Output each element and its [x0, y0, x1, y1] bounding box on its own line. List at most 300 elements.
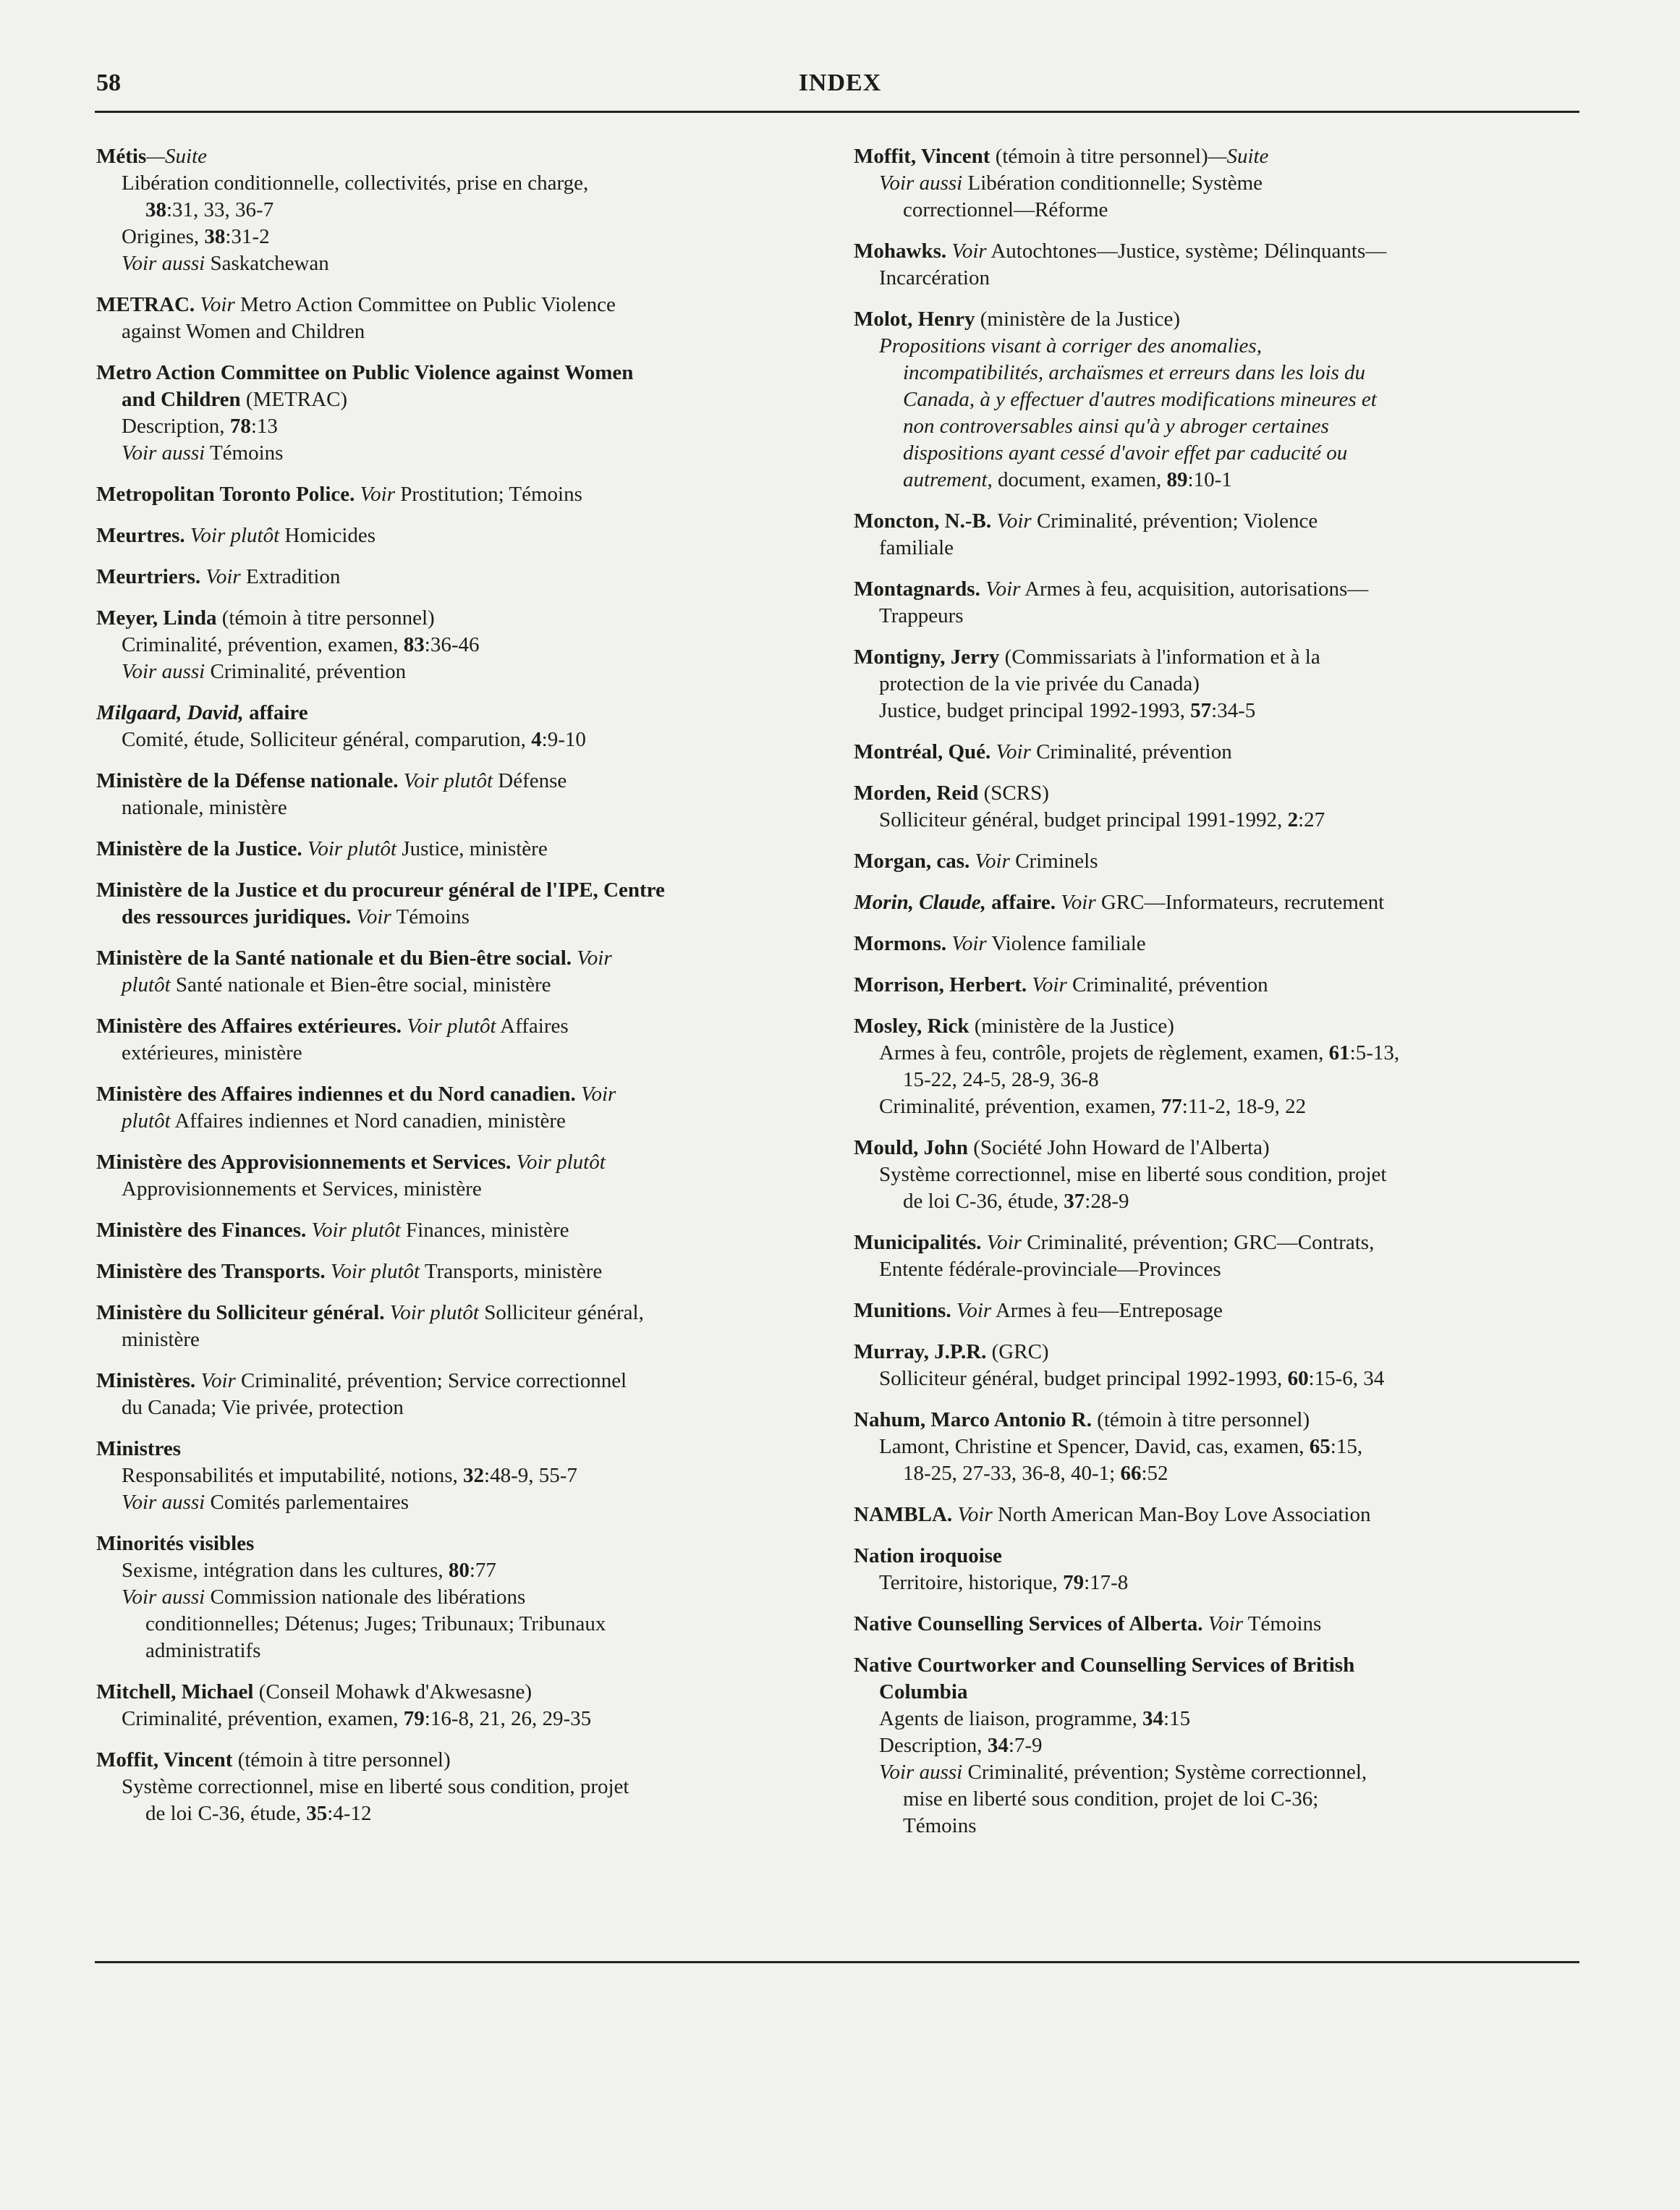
index-entry-subline [96, 386, 827, 413]
text-run: Approvisionnements et Services, ministère [122, 1177, 482, 1201]
text-run: Canada, à y effectuer d'autres modifications mineures et [903, 388, 1377, 411]
text-run: 37 [1064, 1190, 1085, 1213]
text-run: Ministère de la Justice. [96, 837, 307, 860]
index-entry-subline [96, 632, 827, 659]
text-run: Voir plutôt [403, 769, 493, 792]
text-run: Voir plutôt [516, 1151, 606, 1174]
index-entry-heading [854, 306, 1577, 333]
index-entry-heading [854, 1611, 1577, 1638]
text-run: Ministère de la Défense nationale. [96, 769, 404, 792]
text-run: Voir [986, 1231, 1022, 1254]
text-run: 79 [1063, 1571, 1085, 1594]
index-entry-heading [854, 143, 1577, 170]
index-entry-heading [854, 1339, 1577, 1366]
text-run: Criminalité, prévention [205, 660, 407, 683]
text-run: Meurtres. [96, 524, 190, 547]
text-run: Moncton, N.-B. [854, 509, 997, 533]
index-entry-subline [96, 904, 827, 931]
index-entry-subline [96, 1394, 827, 1421]
text-run: Voir [360, 483, 395, 506]
text-run: 65 [1309, 1435, 1331, 1458]
index-entry-heading [96, 768, 827, 795]
text-run: :31-2 [225, 225, 270, 248]
text-run: Défense [493, 769, 567, 792]
index-entry-subline [96, 440, 827, 467]
text-run: —Suite [1208, 145, 1269, 168]
index-entry [96, 292, 827, 345]
index-entry-heading [854, 848, 1577, 875]
text-run: Criminalité, prévention; Violence [1031, 509, 1318, 533]
index-entry-heading [96, 292, 827, 318]
text-run: :11-2, 18-9, 22 [1181, 1095, 1307, 1118]
index-entry [96, 1258, 827, 1285]
text-run: Voir plutôt [389, 1301, 479, 1324]
index-entry-heading [854, 1652, 1577, 1679]
text-run: Mould, John [854, 1136, 968, 1159]
index-entry-subline [854, 413, 1577, 440]
text-run: Ministère des Affaires extérieures. [96, 1015, 407, 1038]
text-run: Ministères. [96, 1369, 201, 1392]
text-run: Milgaard, David, [96, 701, 244, 724]
index-entry-subline [854, 807, 1577, 834]
text-run: Système correctionnel, mise en liberté sous condition, projet [122, 1775, 629, 1798]
text-run: Ministère des Finances. [96, 1219, 312, 1242]
page-number: 58 [96, 69, 121, 96]
index-entry-heading [854, 1407, 1577, 1434]
text-run: (SCRS) [978, 782, 1049, 805]
text-run: Affaires [496, 1015, 569, 1038]
text-run: Minorités visibles [96, 1532, 255, 1555]
text-run: de loi C-36, étude, [903, 1190, 1064, 1213]
text-run: Voir [1208, 1612, 1244, 1635]
text-run: and Children [122, 388, 241, 411]
index-entry [854, 1135, 1577, 1215]
text-run: (Société John Howard de l'Alberta) [967, 1136, 1270, 1159]
text-run: Description, [879, 1734, 988, 1757]
index-entry [96, 1149, 827, 1203]
text-run: METRAC. [96, 293, 200, 316]
index-entry-subline [96, 1489, 827, 1516]
text-run: Voir aussi [879, 172, 963, 195]
text-run: Montagnards. [854, 577, 986, 601]
index-entry-subline [854, 197, 1577, 224]
index-entry-heading [96, 605, 827, 632]
text-run: Voir [1061, 891, 1096, 914]
index-entry-heading [854, 576, 1577, 603]
text-run: :10-1 [1187, 468, 1232, 491]
text-run: 61 [1328, 1041, 1350, 1064]
text-run: autrement [903, 468, 988, 491]
text-run: :15, [1330, 1435, 1363, 1458]
text-run: Criminalité, prévention, examen, [122, 1707, 404, 1730]
text-run: protection de la vie privée du Canada) [879, 672, 1200, 695]
index-entry [96, 1300, 827, 1353]
index-entry-subline [854, 1366, 1577, 1392]
text-run: 60 [1287, 1367, 1309, 1390]
text-run: Voir [975, 850, 1010, 873]
index-entry-heading [96, 877, 827, 904]
text-run: nationale, ministère [122, 796, 287, 819]
text-run: Sexisme, intégration dans les cultures, [122, 1559, 449, 1582]
index-entry-heading [96, 836, 827, 863]
text-run: Voir [200, 1369, 236, 1392]
text-run: Morden, Reid [854, 782, 979, 805]
text-run: Morgan, cas. [854, 850, 975, 873]
text-run: :9-10 [541, 728, 586, 751]
index-entry-heading [854, 780, 1577, 807]
text-run: Voir [356, 905, 391, 928]
text-run: Affaires indiennes et Nord canadien, ministère [170, 1109, 566, 1132]
text-run: (Conseil Mohawk d'Akwesasne) [253, 1680, 533, 1703]
text-run: Voir plutôt [190, 524, 280, 547]
index-entry-heading [96, 1531, 827, 1557]
text-run: (témoin à titre personnel) [232, 1748, 451, 1771]
text-run: Ministère de la Justice et du procureur général de l'IPE, Centre [96, 879, 665, 902]
index-entry [96, 1436, 827, 1516]
index-entry [96, 1081, 827, 1135]
text-run: Description, [122, 415, 230, 438]
index-entry-subline [854, 671, 1577, 698]
index-entry [96, 481, 827, 508]
text-run: 83 [403, 633, 425, 656]
index-entry [96, 836, 827, 863]
text-run: Solliciteur général, [478, 1301, 644, 1324]
text-run: du Canada; Vie privée, protection [122, 1396, 404, 1419]
index-entry-subline [96, 1176, 827, 1203]
text-run: 34 [1142, 1707, 1164, 1730]
text-run: :36-46 [424, 633, 480, 656]
index-entry [854, 1339, 1577, 1392]
index-entry [96, 1217, 827, 1244]
text-run: Libération conditionnelle; Système [962, 172, 1263, 195]
text-run: :17-8 [1084, 1571, 1129, 1594]
index-entry-subline [96, 727, 827, 753]
text-run: Voir [200, 293, 235, 316]
index-entry [854, 1229, 1577, 1283]
text-run: Justice, budget principal 1992-1993, [879, 699, 1191, 722]
text-run: Montréal, Qué. [854, 740, 996, 763]
text-run: Mitchell, Michael [96, 1680, 254, 1703]
text-run: 38 [145, 198, 166, 221]
text-run: (GRC) [986, 1340, 1049, 1363]
text-run: 15-22, 24-5, 28-9, 36-8 [903, 1068, 1099, 1091]
text-run: Voir plutôt [407, 1015, 496, 1038]
index-entry-subline [96, 1800, 827, 1827]
text-run: :15-6, 34 [1308, 1367, 1385, 1390]
text-run: Métis [96, 145, 147, 168]
text-run: (ministère de la Justice) [969, 1015, 1174, 1038]
index-entry-heading [96, 1679, 827, 1706]
index-entry-subline [96, 224, 827, 250]
text-run: Voir aussi [122, 252, 205, 275]
index-entry-subline [96, 1462, 827, 1489]
text-run: 35 [306, 1802, 328, 1825]
text-run: Voir [951, 240, 987, 263]
text-run: 66 [1120, 1462, 1142, 1485]
text-run: Meyer, Linda [96, 606, 217, 630]
index-entry-heading [854, 889, 1577, 916]
index-entry-heading [96, 1258, 827, 1285]
index-entry [96, 1747, 827, 1827]
text-run: 32 [463, 1464, 485, 1487]
text-run: des ressources juridiques. [122, 905, 357, 928]
text-run: :16-8, 21, 26, 29-35 [424, 1707, 592, 1730]
index-entry-subline [854, 1679, 1577, 1706]
text-run: Lamont, Christine et Spencer, David, cas, examen, [879, 1435, 1310, 1458]
text-run: Voir [1032, 973, 1067, 996]
index-entry-subline [854, 1067, 1577, 1093]
index-column-right [854, 143, 1577, 1854]
index-entry-heading [96, 1368, 827, 1394]
text-run: :5-13, [1349, 1041, 1400, 1064]
index-entry-subline [96, 1557, 827, 1584]
index-entry-subline [96, 1326, 827, 1353]
text-run: :34-5 [1211, 699, 1256, 722]
index-entry-subline [96, 1584, 827, 1611]
index-entry-subline [854, 333, 1577, 360]
index-entry [96, 522, 827, 549]
text-run: 77 [1161, 1095, 1182, 1118]
text-run: de loi C-36, étude, [145, 1802, 307, 1825]
text-run: Solliciteur général, budget principal 1992-1993, [879, 1367, 1288, 1390]
index-entry-subline [96, 972, 827, 999]
index-entry-heading [854, 1502, 1577, 1528]
text-run: 34 [987, 1734, 1009, 1757]
index-entry-subline [854, 1093, 1577, 1120]
index-entry [854, 931, 1577, 957]
index-entry-heading [96, 945, 827, 972]
text-run: 89 [1166, 468, 1188, 491]
text-run: (témoin à titre personnel) [216, 606, 435, 630]
index-entry-subline [854, 1256, 1577, 1283]
index-entry-heading [854, 508, 1577, 535]
text-run: Murray, J.P.R. [854, 1340, 987, 1363]
index-entry-subline [854, 1706, 1577, 1732]
text-run: Témoins [391, 905, 470, 928]
index-entry-heading [854, 1135, 1577, 1161]
text-run: —Suite [146, 145, 208, 168]
index-entry-heading [96, 1013, 827, 1040]
text-run: 78 [229, 415, 251, 438]
text-run: correctionnel—Réforme [903, 198, 1108, 221]
index-entry-subline [96, 1638, 827, 1664]
text-run: conditionnelles; Détenus; Juges; Tribunaux; Tribunaux [145, 1612, 606, 1635]
index-entry [96, 945, 827, 999]
index-entry-subline [96, 659, 827, 685]
index-entry-subline [854, 1460, 1577, 1487]
index-entry-subline [854, 1813, 1577, 1839]
index-entry-heading [854, 931, 1577, 957]
text-run: (témoin à titre personnel) [1091, 1408, 1310, 1431]
index-entry-heading [854, 238, 1577, 265]
text-run: Mohawks. [854, 240, 952, 263]
index-entry [854, 848, 1577, 875]
text-run: Montigny, Jerry [854, 645, 1000, 669]
text-run: :4-12 [327, 1802, 372, 1825]
index-entry [854, 508, 1577, 562]
index-entry-subline [854, 1732, 1577, 1759]
index-entry-heading [854, 1543, 1577, 1570]
index-entry [96, 1013, 827, 1067]
text-run: extérieures, ministère [122, 1041, 302, 1064]
text-run: Incarcération [879, 266, 990, 289]
text-run: Voir aussi [122, 660, 205, 683]
text-run: Munitions. [854, 1299, 956, 1322]
text-run: Criminalité, prévention; Service correctionnel [235, 1369, 627, 1392]
text-run: :77 [469, 1559, 496, 1582]
text-run: Témoins [903, 1814, 977, 1837]
text-run: incompatibilités, archaïsmes et erreurs dans les lois du [903, 361, 1366, 384]
index-entry-heading [96, 1081, 827, 1108]
index-entry-subline [96, 250, 827, 277]
text-run: Homicides [279, 524, 376, 547]
text-run: ministère [122, 1328, 200, 1351]
index-entry [854, 739, 1577, 766]
text-run: Libération conditionnelle, collectivités, prise en charge, [122, 172, 589, 195]
text-run: Solliciteur général, budget principal 1991-1992, [879, 808, 1288, 831]
text-run: Extradition [240, 565, 341, 588]
text-run: Metro Action Committee on Public Violence against Women [96, 361, 634, 384]
text-run: Prostitution; Témoins [394, 483, 582, 506]
text-run: :52 [1141, 1462, 1168, 1485]
index-entry-subline [854, 360, 1577, 386]
text-run: Témoins [1243, 1612, 1322, 1635]
text-run: Morrison, Herbert. [854, 973, 1032, 996]
index-entry-subline [854, 170, 1577, 197]
index-entry-subline [854, 1040, 1577, 1067]
index-entry-heading [96, 1149, 827, 1176]
text-run: Voir [996, 509, 1032, 533]
text-run: Voir [996, 740, 1031, 763]
index-entry [96, 605, 827, 685]
text-run: Morin, Claude, [854, 891, 986, 914]
text-run: Système correctionnel, mise en liberté sous condition, projet [879, 1163, 1387, 1186]
text-run: Responsabilités et imputabilité, notions, [122, 1464, 464, 1487]
text-run: Voir [577, 947, 612, 970]
text-run: Ministère des Transports. [96, 1260, 331, 1283]
index-entry [854, 576, 1577, 630]
index-entry-subline [854, 265, 1577, 292]
text-run: Ministère des Affaires indiennes et du Nord canadien. [96, 1083, 581, 1106]
text-run: :27 [1298, 808, 1325, 831]
index-entry-subline [854, 535, 1577, 562]
text-run: Criminalité, prévention; Système correctionnel, [962, 1761, 1367, 1784]
index-entry-heading [96, 564, 827, 590]
text-run: :7-9 [1008, 1734, 1043, 1757]
text-run: Finances, ministère [400, 1219, 569, 1242]
index-entry-subline [854, 1434, 1577, 1460]
text-run: Entente fédérale-provinciale—Provinces [879, 1258, 1221, 1281]
text-run: Voir [205, 565, 241, 588]
text-run: Meurtriers. [96, 565, 206, 588]
text-run: Moffit, Vincent [854, 145, 990, 168]
text-run: Propositions visant à corriger des anomalies, [879, 334, 1262, 357]
index-entry-heading [96, 522, 827, 549]
text-run: plutôt [122, 973, 171, 996]
text-run: affaire. [985, 891, 1061, 914]
index-entry-subline [854, 1161, 1577, 1188]
index-entry-subline [854, 386, 1577, 413]
text-run: (Commissariats à l'information et à la [999, 645, 1320, 669]
text-run: :13 [250, 415, 278, 438]
text-run: Criminalité, prévention [1066, 973, 1268, 996]
index-entry-heading [854, 739, 1577, 766]
index-entry-subline [96, 1611, 827, 1638]
index-entry-heading [96, 1747, 827, 1774]
text-run: Voir plutôt [330, 1260, 420, 1283]
text-run: Voir [951, 932, 987, 955]
text-run: Trappeurs [879, 604, 964, 627]
text-run: Comité, étude, Solliciteur général, comparution, [122, 728, 532, 751]
text-run: Native Counselling Services of Alberta. [854, 1612, 1208, 1635]
text-run: 2 [1287, 808, 1299, 831]
index-entry-heading [96, 481, 827, 508]
index-entry [854, 1297, 1577, 1324]
index-entry-heading [96, 1217, 827, 1244]
index-entry [96, 768, 827, 821]
index-entry [854, 972, 1577, 999]
text-run: 18-25, 27-33, 36-8, 40-1; [903, 1462, 1121, 1485]
index-entry-subline [854, 467, 1577, 494]
text-run: familiale [879, 536, 954, 559]
text-run: Criminalité, prévention [1030, 740, 1232, 763]
text-run: Armes à feu—Entreposage [991, 1299, 1223, 1322]
text-run: :15 [1163, 1707, 1191, 1730]
text-run: , document, examen, [987, 468, 1167, 491]
text-run: Voir [957, 1503, 993, 1526]
text-run: Commission nationale des libérations [205, 1585, 526, 1609]
index-entry-subline [96, 318, 827, 345]
text-run: 79 [403, 1707, 425, 1730]
index-entry-subline [96, 1774, 827, 1800]
index-entry-heading [854, 972, 1577, 999]
index-entry-subline [854, 1759, 1577, 1786]
text-run: Criminels [1009, 850, 1098, 873]
text-run: Voir plutôt [307, 837, 397, 860]
text-run: Comités parlementaires [205, 1491, 410, 1514]
text-run: affaire [243, 701, 308, 724]
index-entry-subline [854, 698, 1577, 724]
index-entry [96, 1368, 827, 1421]
text-run: Origines, [122, 225, 205, 248]
text-run: NAMBLA. [854, 1503, 958, 1526]
text-run: 4 [531, 728, 542, 751]
index-entry [96, 564, 827, 590]
index-entry [854, 1502, 1577, 1528]
text-run: Criminalité, prévention, examen, [879, 1095, 1161, 1118]
text-run: (témoin à titre personnel) [990, 145, 1208, 168]
text-run: against Women and Children [122, 320, 365, 343]
index-entry [854, 143, 1577, 224]
index-entry [854, 644, 1577, 724]
index-entry [96, 700, 827, 753]
index-entry [854, 1652, 1577, 1839]
index-entry-subline [96, 795, 827, 821]
index-entry-subline [96, 1040, 827, 1067]
index-entry [854, 889, 1577, 916]
index-entry [854, 1013, 1577, 1120]
index-entry [854, 1407, 1577, 1487]
index-entry-subline [96, 170, 827, 197]
text-run: 57 [1190, 699, 1212, 722]
index-entry-heading [854, 1013, 1577, 1040]
text-run: mise en liberté sous condition, projet de loi C-36; [903, 1787, 1319, 1811]
text-run: Santé nationale et Bien-être social, ministère [170, 973, 551, 996]
index-entry-subline [854, 1570, 1577, 1596]
text-run: Municipalités. [854, 1231, 987, 1254]
index-entry-heading [96, 1300, 827, 1326]
text-run: :28-9 [1085, 1190, 1129, 1213]
